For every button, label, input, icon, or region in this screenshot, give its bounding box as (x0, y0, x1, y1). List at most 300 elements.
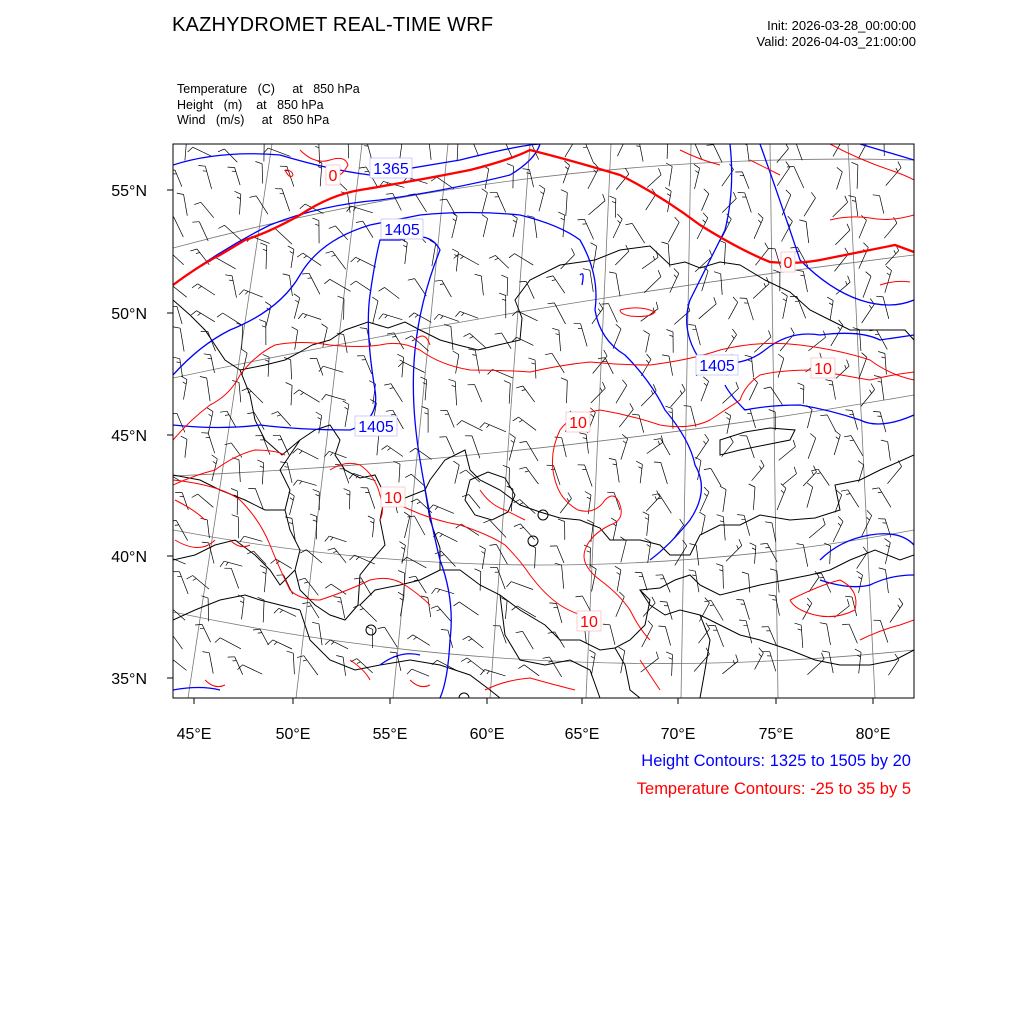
wind-barb (647, 515, 649, 536)
wind-barb-feather (616, 324, 621, 329)
wind-barb (861, 390, 875, 407)
wind-barb-feather (692, 575, 696, 576)
wind-barb-feather (229, 280, 233, 281)
wind-barb (642, 258, 658, 269)
wind-barb (613, 329, 621, 349)
wind-barb-feather (357, 259, 360, 262)
wind-barb-feather (717, 515, 724, 517)
wind-barb-feather (202, 596, 209, 598)
wind-barb-feather (886, 266, 892, 270)
wind-barb-feather (440, 199, 447, 200)
wind-barb (414, 516, 425, 535)
wind-barb (715, 625, 723, 647)
wind-barb-feather (714, 272, 721, 274)
wind-barb-feather (625, 223, 632, 224)
wind-barb (412, 669, 429, 676)
wind-barb (753, 284, 769, 299)
wind-barb-feather (434, 314, 439, 319)
wind-barb (744, 515, 750, 535)
wind-barb (266, 246, 267, 270)
wind-barb (202, 624, 211, 642)
wind-barb-feather (710, 605, 714, 606)
wind-barb (517, 606, 536, 617)
wind-barb-feather (265, 302, 271, 306)
height-label (696, 355, 738, 375)
wind-barb-feather (548, 303, 555, 304)
wind-barb-feather (258, 633, 262, 634)
wind-barb-feather (667, 194, 670, 196)
wind-barb-feather (858, 577, 861, 579)
wind-barb (496, 544, 507, 564)
wind-barb-feather (669, 658, 673, 660)
wind-barb-feather (881, 440, 888, 442)
wind-barb (711, 601, 723, 621)
wind-barb-feather (360, 328, 367, 329)
wind-barb-feather (457, 420, 462, 425)
wind-barb-feather (797, 544, 804, 545)
wind-barb-feather (325, 584, 331, 588)
wind-barb-feather (511, 440, 514, 442)
wind-barb (482, 193, 488, 214)
wind-barb-feather (785, 143, 788, 149)
wind-barb-feather (572, 132, 576, 138)
wind-barb-feather (401, 547, 404, 549)
wind-barb-feather (807, 483, 813, 487)
wind-barb-feather (838, 516, 843, 521)
wind-barb (859, 220, 867, 238)
wind-barb (223, 313, 242, 325)
wind-barb-feather (847, 599, 849, 606)
wind-barb (240, 194, 241, 214)
wind-barb-feather (163, 283, 169, 287)
wind-barb (827, 624, 831, 645)
wind-barb-feather (190, 249, 197, 251)
wind-barb-feather (410, 448, 416, 452)
wind-barb (534, 217, 537, 238)
wind-barb-feather (164, 252, 170, 255)
wind-barb-feather (294, 294, 300, 298)
wind-barb (239, 382, 241, 402)
wind-barb-feather (846, 494, 850, 495)
wind-barb-feather (618, 220, 621, 223)
wind-barb (668, 222, 679, 242)
wind-barb-feather (848, 276, 851, 283)
temperature-label-text: 10 (569, 415, 587, 432)
wind-barb (777, 149, 789, 163)
wind-barb (341, 598, 345, 619)
wind-barb-feather (769, 595, 776, 596)
wind-barb-feather (409, 313, 414, 318)
lat-tick-label: 50°N (111, 306, 147, 323)
wind-barb (193, 147, 212, 156)
wind-barb (640, 464, 642, 483)
wind-barb (880, 412, 886, 432)
wind-barb-feather (543, 657, 550, 658)
wind-barb-feather (745, 355, 752, 357)
wind-barb (859, 357, 867, 379)
wind-barb-feather (274, 608, 279, 613)
wind-barb-feather (424, 413, 428, 414)
wind-barb-feather (490, 544, 497, 545)
wind-barb (243, 665, 263, 674)
wind-barb-feather (555, 437, 562, 438)
wind-barb-feather (198, 166, 205, 167)
wind-barb-feather (764, 283, 766, 287)
wind-barb (363, 221, 373, 238)
wind-barb (642, 573, 648, 591)
wind-barb (695, 168, 700, 189)
wind-barb-feather (399, 542, 405, 546)
wind-barb-feather (390, 652, 397, 653)
wind-barb-feather (705, 598, 710, 603)
wind-barb-feather (845, 248, 849, 254)
wind-barb-feather (878, 381, 882, 382)
wind-barb-feather (658, 626, 665, 627)
wind-barb-feather (378, 627, 385, 629)
wind-barb (755, 546, 756, 564)
wind-barb-feather (759, 466, 761, 470)
wind-barb-feather (737, 545, 739, 549)
wind-barb-feather (531, 363, 535, 364)
wind-barb-feather (300, 204, 305, 209)
wind-barb-feather (652, 597, 655, 603)
wind-barb (209, 653, 213, 674)
wind-barb-feather (499, 293, 506, 295)
wind-barb (641, 360, 651, 377)
wind-barb (804, 198, 816, 216)
wind-barb (586, 434, 588, 453)
wind-barb-feather (587, 551, 591, 553)
lon-tick-label: 55°E (372, 726, 408, 743)
wind-barb (175, 170, 182, 187)
wind-barb-feather (545, 353, 552, 354)
wind-barb-feather (332, 255, 336, 256)
wind-barb-feather (239, 290, 244, 295)
wind-barb-feather (623, 441, 626, 444)
wind-barb-feather (643, 512, 649, 515)
wind-barb-feather (225, 275, 232, 276)
wind-barb-feather (827, 297, 833, 301)
field-level: 850 hPa (313, 82, 360, 96)
wind-barb-feather (468, 661, 471, 663)
wind-barb-feather (877, 135, 884, 137)
wind-barb (224, 149, 237, 162)
wind-barb (309, 273, 320, 294)
wind-barb-feather (299, 481, 301, 484)
wind-barb (485, 423, 506, 432)
wind-barb (665, 627, 670, 646)
wind-barb (563, 215, 565, 237)
wind-barb (783, 474, 797, 485)
wind-barb-feather (867, 510, 872, 515)
wind-barb-feather (495, 333, 502, 334)
wind-barb (399, 464, 400, 482)
wind-barb-feather (435, 280, 442, 281)
wind-barb-feather (561, 190, 567, 193)
wind-barb-feather (370, 521, 374, 523)
wind-barb-feather (524, 142, 531, 143)
wind-barb-feather (546, 276, 553, 278)
wind-barb (507, 278, 508, 296)
plot-frame (173, 144, 914, 698)
wind-barb-feather (417, 502, 421, 504)
lon-tick-label: 70°E (660, 726, 696, 743)
wind-barb (441, 551, 455, 566)
wind-barb (332, 251, 345, 269)
wind-barb-feather (299, 451, 302, 454)
wind-barb (775, 249, 781, 270)
wind-barb-feather (463, 636, 469, 640)
wind-barb-feather (198, 286, 201, 288)
wind-barb-feather (495, 258, 499, 260)
wind-barb-feather (297, 656, 304, 658)
wind-barb-feather (589, 650, 595, 654)
temperature-contour-note: Temperature Contours: -25 to 35 by 5 (636, 780, 911, 798)
wind-barb-feather (290, 498, 293, 500)
wind-barb (562, 565, 564, 589)
wind-barb-feather (516, 386, 523, 388)
wind-barb-feather (733, 297, 738, 302)
wind-barb-feather (398, 362, 403, 367)
wind-barb-feather (615, 566, 621, 570)
wind-barb (855, 197, 858, 216)
wind-barb-feather (379, 314, 383, 320)
wind-barb-feather (855, 649, 861, 652)
wind-barb (235, 168, 241, 186)
wind-barb-feather (387, 448, 390, 450)
wind-barb (553, 276, 565, 293)
wind-barb-feather (440, 534, 443, 537)
wind-barb-feather (271, 412, 278, 415)
wind-barb (356, 257, 376, 267)
wind-barb-feather (716, 564, 723, 566)
wind-barb-feather (173, 327, 180, 328)
wind-barb-feather (896, 168, 898, 172)
wind-barb-feather (760, 543, 767, 544)
wind-barb (883, 297, 889, 319)
wind-barb (513, 166, 514, 188)
wind-barb (232, 276, 236, 298)
wind-barb (585, 465, 593, 487)
wind-barb-feather (683, 540, 687, 546)
wind-barb (863, 276, 871, 297)
wind-barb (559, 330, 561, 351)
wind-barb (279, 608, 296, 616)
wind-barb-feather (344, 489, 350, 492)
wind-barb-feather (402, 557, 407, 562)
wind-barb (462, 420, 483, 430)
wind-barb (725, 335, 736, 352)
wind-barb-feather (783, 299, 786, 301)
wind-barb-feather (857, 571, 863, 575)
wind-barb-feather (525, 471, 529, 472)
wind-barb (581, 324, 588, 347)
wind-barb-feather (253, 629, 260, 630)
wind-barb (414, 313, 431, 323)
wind-barb (639, 415, 644, 433)
wind-barb-feather (480, 670, 484, 676)
temperature-label (811, 358, 835, 378)
wind-barb (754, 218, 763, 238)
wind-barb-feather (829, 303, 833, 305)
wind-barb-feather (304, 256, 307, 258)
wind-barb-feather (231, 489, 238, 492)
wind-barb-feather (878, 492, 882, 493)
wind-barb (415, 194, 426, 212)
wind-barb-feather (295, 300, 298, 302)
wind-barb-feather (652, 494, 659, 496)
wind-barb-feather (799, 220, 806, 222)
wind-barb-feather (280, 610, 283, 613)
wind-barb (827, 415, 835, 431)
wind-barb (367, 142, 372, 160)
wind-barb-feather (689, 570, 696, 571)
wind-barb-feather (791, 328, 795, 334)
wind-barb-feather (765, 522, 772, 523)
wind-barb-feather (704, 468, 711, 469)
wind-barb-feather (209, 414, 212, 416)
wind-barb (777, 167, 790, 186)
wind-barb (295, 330, 298, 349)
wind-barb-feather (385, 315, 388, 318)
wind-barb-feather (220, 411, 227, 412)
wind-barb-feather (814, 466, 817, 472)
wind-barb-feather (350, 281, 356, 285)
wind-barb (524, 665, 539, 676)
wind-barb-feather (583, 438, 587, 439)
wind-barb-feather (758, 220, 761, 223)
wind-barb-feather (235, 191, 241, 194)
wind-barb-feather (759, 648, 764, 653)
wind-barb (833, 138, 843, 156)
wind-barb (550, 657, 562, 677)
wind-barb-feather (704, 487, 709, 492)
wind-barb (885, 543, 890, 564)
wind-barb-feather (811, 469, 818, 471)
wind-barb-feather (518, 665, 524, 669)
wind-barb-feather (820, 415, 827, 416)
wind-barb (459, 254, 479, 265)
wind-barb (849, 624, 857, 643)
wind-barb-feather (330, 453, 333, 456)
wind-barb-feather (464, 333, 470, 336)
wind-barb (610, 625, 615, 645)
wind-barb-feather (509, 254, 515, 258)
wind-barb (208, 412, 213, 434)
wind-barb-feather (192, 494, 198, 497)
wind-barb-feather (742, 572, 749, 574)
wind-barb-feather (699, 512, 705, 516)
wind-barb (880, 196, 884, 214)
wind-barb-feather (289, 523, 293, 524)
wind-barb (495, 255, 508, 268)
wind-barb-feather (786, 162, 790, 168)
wind-barb (515, 254, 534, 266)
wind-barb-feather (304, 582, 308, 583)
wind-barb (619, 409, 633, 427)
wind-barb-feather (513, 417, 519, 421)
wind-barb-feather (662, 355, 669, 356)
wind-barb-feather (400, 360, 404, 362)
wind-barb-feather (482, 189, 488, 193)
wind-barb-feather (460, 470, 466, 473)
wind-barb (641, 391, 656, 406)
wind-barb-feather (736, 655, 738, 662)
wind-barb (519, 417, 537, 430)
wind-barb-feather (259, 320, 266, 323)
wind-barb (647, 175, 661, 188)
wind-barb-feather (441, 316, 444, 319)
height-label-text: 1365 (373, 161, 409, 178)
wind-barb (215, 257, 236, 269)
wind-barb-feather (258, 137, 265, 140)
wind-barb-feather (645, 518, 649, 520)
wind-barb (177, 413, 185, 432)
wind-barb-feather (758, 213, 763, 218)
wind-barb-feather (437, 609, 441, 610)
wind-barb (589, 201, 606, 215)
wind-barb-feather (257, 460, 263, 463)
wind-barb-feather (192, 284, 198, 288)
wind-barb (526, 441, 538, 461)
wind-barb (593, 246, 596, 268)
wind-barb-feather (647, 354, 651, 360)
wind-barb-feather (558, 519, 565, 521)
wind-barb-feather (315, 146, 319, 147)
longitude-gridlines (188, 144, 875, 698)
wind-barb-feather (612, 201, 616, 203)
wind-barb (809, 577, 819, 592)
wind-barb-feather (431, 606, 438, 609)
wind-barb (848, 490, 859, 507)
wind-barb (373, 301, 378, 324)
temperature-label-text: 0 (328, 168, 338, 185)
wind-barb (360, 605, 377, 622)
wind-barb-feather (198, 313, 201, 315)
wind-barb (391, 384, 402, 402)
wind-barb-feather (164, 633, 171, 635)
wind-barb-feather (293, 480, 297, 486)
wind-barb-feather (732, 335, 734, 338)
wind-barb (667, 602, 672, 620)
wind-barb (290, 276, 293, 297)
lat-tick-label: 40°N (111, 549, 147, 566)
wind-barb-feather (626, 245, 629, 251)
latitude-axis (111, 183, 173, 688)
wind-barb-feather (304, 315, 307, 318)
wind-barb-feather (665, 188, 671, 192)
height-contours (173, 144, 914, 698)
field-row-height: Height (m) at 850 hPa (177, 97, 324, 112)
wind-barb-feather (788, 216, 793, 221)
wind-barb-feather (643, 330, 649, 334)
wind-barb (801, 625, 803, 648)
wind-barb (554, 466, 561, 485)
wind-barb (752, 357, 754, 377)
wind-barb-feather (852, 162, 858, 165)
wind-barb (881, 377, 884, 400)
wind-barb-feather (674, 269, 679, 274)
wind-barb-feather (260, 466, 264, 468)
wind-barb (298, 449, 319, 460)
wind-barb-feather (241, 349, 247, 353)
wind-barb-feather (837, 167, 843, 171)
wind-barb-feather (565, 167, 568, 170)
wind-barb (669, 167, 672, 187)
wind-barb-feather (778, 354, 784, 358)
wind-barb-feather (292, 327, 298, 331)
wind-barb-feather (516, 631, 523, 632)
